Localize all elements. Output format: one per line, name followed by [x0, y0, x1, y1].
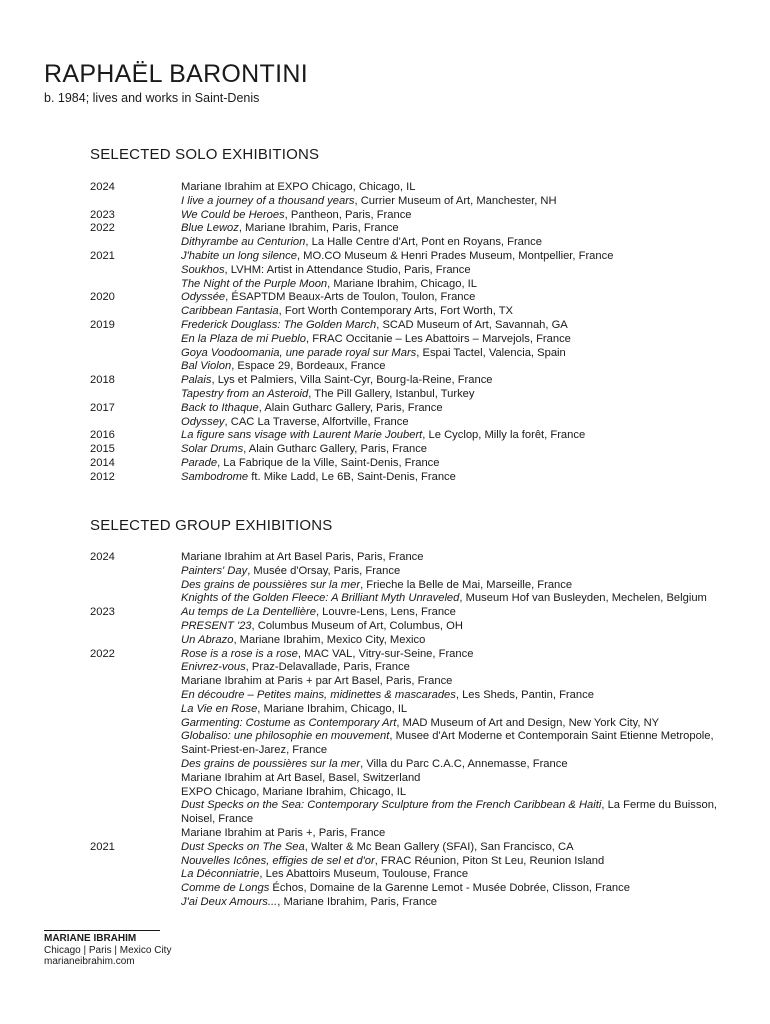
exhibition-entry [0, 648, 770, 662]
exhibition-entry [0, 551, 770, 565]
exhibition-details [181, 634, 726, 648]
exhibition-year: 2015 [90, 443, 115, 456]
exhibition-venue: , MO.CO Museum & Henri Prades Museum, Montpellier, France [296, 249, 614, 262]
exhibition-entry [0, 855, 770, 869]
exhibition-venue: , SCAD Museum of Art, Savannah, GA [376, 318, 568, 331]
exhibition-details [181, 236, 726, 250]
exhibition-title: La Vie en Rose [181, 702, 258, 715]
exhibition-details [181, 195, 726, 209]
exhibition-year: 2017 [90, 401, 115, 414]
exhibition-year: 2021 [90, 249, 115, 262]
exhibition-details [181, 471, 726, 485]
exhibition-venue: , Espai Tactel, Valencia, Spain [416, 346, 566, 359]
exhibition-venue: , La Fabrique de la Ville, Saint-Denis, France [217, 456, 440, 469]
exhibition-details [181, 730, 726, 758]
exhibition-title: Odyssey [181, 415, 225, 428]
artist-name: RAPHAËL BARONTINI [44, 60, 308, 88]
exhibition-title: Des grains de poussières sur la mer [181, 757, 361, 770]
exhibition-venue: , FRAC Occitanie – Les Abattoirs – Marvejols, France [306, 332, 571, 345]
exhibition-details [181, 291, 726, 305]
exhibition-venue: , CAC La Traverse, Alfortville, France [224, 415, 409, 428]
exhibition-year: 2022 [90, 647, 115, 660]
exhibition-venue: , ÉSAPTDM Beaux-Arts de Toulon, Toulon, France [225, 291, 476, 304]
exhibition-title: Soukhos [181, 263, 225, 276]
exhibition-details [181, 565, 726, 579]
exhibition-entry [0, 388, 770, 402]
exhibition-title: En découdre – Petites mains, midinettes & mascarades [181, 688, 456, 701]
exhibition-venue: , Alain Gutharc Gallery, Paris, France [243, 443, 428, 456]
gallery-name: MARIANE IBRAHIM [44, 933, 137, 944]
exhibition-details [181, 648, 726, 662]
exhibition-venue: , Praz-Delavallade, Paris, France [245, 661, 410, 674]
exhibition-venue: Mariane Ibrahim at Art Basel, Basel, Switzerland [181, 771, 421, 784]
exhibition-details [181, 799, 726, 827]
artist-bio: b. 1984; lives and works in Saint-Denis [44, 91, 260, 105]
exhibition-title: PRESENT '23 [181, 619, 252, 632]
exhibition-details [181, 333, 726, 347]
exhibition-entry [0, 620, 770, 634]
exhibition-title: Enivrez-vous [181, 661, 246, 674]
exhibition-title: Nouvelles Icônes, effigies de sel et d'or [181, 854, 375, 867]
exhibition-entry [0, 291, 770, 305]
exhibition-details [181, 443, 726, 457]
exhibition-venue: , Pantheon, Paris, France [284, 208, 412, 221]
gallery-cities: Chicago | Paris | Mexico City [44, 945, 172, 956]
exhibition-year: 2012 [90, 470, 115, 483]
exhibition-details [181, 374, 726, 388]
group-exhibition-list [0, 551, 770, 910]
exhibition-entry [0, 799, 770, 827]
exhibition-title: Comme de Longs [181, 882, 270, 895]
exhibition-title: Parade [181, 456, 218, 469]
exhibition-details [181, 703, 726, 717]
exhibition-venue: , Musee d'Art Moderne et Contemporain Saint Etienne Metropole, Saint-Priest-en-Jarez, France [181, 730, 714, 757]
exhibition-title: Back to Ithaque [181, 401, 259, 414]
exhibition-details [181, 868, 726, 882]
exhibition-title: En la Plaza de mi Pueblo [181, 332, 307, 345]
exhibition-venue: ft. Mike Ladd, Le 6B, Saint-Denis, France [248, 470, 456, 483]
exhibition-title: Rose is a rose is a rose [181, 647, 298, 660]
exhibition-venue: , Alain Gutharc Gallery, Paris, France [258, 401, 443, 414]
exhibition-title: We Could be Heroes [181, 208, 285, 221]
exhibition-year: 2022 [90, 222, 115, 235]
exhibition-venue: , LVHM: Artist in Attendance Studio, Paris, France [224, 263, 471, 276]
exhibition-venue: , Les Sheds, Pantin, France [455, 688, 594, 701]
exhibition-details [181, 579, 726, 593]
exhibition-details [181, 772, 726, 786]
exhibition-details [181, 319, 726, 333]
exhibition-venue: , Mariane Ibrahim, Chicago, IL [257, 702, 408, 715]
exhibition-venue: , Musée d'Orsay, Paris, France [247, 564, 401, 577]
gallery-website[interactable]: marianeibrahim.com [44, 956, 135, 967]
exhibition-venue: , Les Abattoirs Museum, Toulouse, France [259, 868, 469, 881]
exhibition-entry [0, 882, 770, 896]
exhibition-details [181, 264, 726, 278]
exhibition-venue: , The Pill Gallery, Istanbul, Turkey [308, 387, 475, 400]
exhibition-entry [0, 675, 770, 689]
exhibition-details [181, 661, 726, 675]
exhibition-details [181, 551, 726, 565]
exhibition-title: Globaliso: une philosophie en mouvement [181, 730, 390, 743]
exhibition-venue: , Le Cyclop, Milly la forêt, France [422, 429, 586, 442]
exhibition-title: Au temps de La Dentellière [181, 606, 316, 619]
exhibition-details [181, 278, 726, 292]
exhibition-details [181, 606, 726, 620]
exhibition-title: The Night of the Purple Moon [181, 277, 328, 290]
exhibition-title: Dust Specks on the Sea: Contemporary Sculpture from the French Caribbean & Haiti [181, 799, 602, 812]
exhibition-details [181, 360, 726, 374]
exhibition-year: 2016 [90, 429, 115, 442]
exhibition-entry [0, 758, 770, 772]
group-section-title: SELECTED GROUP EXHIBITIONS [90, 517, 333, 534]
exhibition-details [181, 592, 726, 606]
exhibition-venue: , Espace 29, Bordeaux, France [231, 360, 386, 373]
exhibition-year: 2014 [90, 456, 115, 469]
exhibition-venue: , Louvre-Lens, Lens, France [315, 606, 456, 619]
exhibition-entry [0, 264, 770, 278]
exhibition-title: Goya Voodoomania, une parade royal sur Mars [181, 346, 417, 359]
exhibition-entry [0, 592, 770, 606]
exhibition-details [181, 457, 726, 471]
exhibition-details [181, 758, 726, 772]
exhibition-details [181, 181, 726, 195]
exhibition-details [181, 786, 726, 800]
exhibition-venue: , Villa du Parc C.A.C, Annemasse, France [360, 757, 568, 770]
exhibition-title: Dithyrambe au Centurion [181, 236, 306, 249]
exhibition-venue: Échos, Domaine de la Garenne Lemot - Musée Dobrée, Clisson, France [269, 882, 630, 895]
exhibition-venue: Mariane Ibrahim at Paris + par Art Basel, Paris, France [181, 675, 453, 688]
exhibition-venue: , Mariane Ibrahim, Chicago, IL [327, 277, 478, 290]
exhibition-entry [0, 250, 770, 264]
exhibition-year: 2021 [90, 840, 115, 853]
exhibition-entry [0, 333, 770, 347]
exhibition-title: I live a journey of a thousand years [181, 194, 355, 207]
exhibition-details [181, 209, 726, 223]
exhibition-venue: , Fort Worth Contemporary Arts, Fort Worth, TX [278, 305, 514, 318]
exhibition-year: 2019 [90, 318, 115, 331]
exhibition-entry [0, 661, 770, 675]
exhibition-entry [0, 181, 770, 195]
exhibition-venue: EXPO Chicago, Mariane Ibrahim, Chicago, IL [181, 785, 407, 798]
exhibition-venue: , Walter & Mc Bean Gallery (SFAI), San Francisco, CA [304, 840, 574, 853]
exhibition-details [181, 827, 726, 841]
exhibition-entry [0, 457, 770, 471]
exhibition-title: Blue Lewoz [181, 222, 239, 235]
solo-section-title: SELECTED SOLO EXHIBITIONS [90, 146, 320, 163]
exhibition-year: 2024 [90, 551, 115, 563]
exhibition-entry [0, 786, 770, 800]
exhibition-venue: , La Ferme du Buisson, Noisel, France [181, 799, 718, 826]
exhibition-entry [0, 402, 770, 416]
exhibition-year: 2023 [90, 208, 115, 221]
exhibition-entry [0, 360, 770, 374]
exhibition-entry [0, 195, 770, 209]
exhibition-entry [0, 305, 770, 319]
exhibition-year: 2018 [90, 374, 115, 387]
exhibition-title: Frederick Douglass: The Golden March [181, 318, 377, 331]
exhibition-venue: Mariane Ibrahim at Art Basel Paris, Paris, France [181, 551, 424, 563]
exhibition-entry [0, 703, 770, 717]
exhibition-title: Des grains de poussières sur la mer [181, 578, 361, 591]
exhibition-venue: , FRAC Réunion, Piton St Leu, Reunion Island [374, 854, 605, 867]
exhibition-title: La figure sans visage with Laurent Marie Joubert [181, 429, 423, 442]
exhibition-entry [0, 374, 770, 388]
exhibition-entry [0, 319, 770, 333]
exhibition-entry [0, 471, 770, 485]
exhibition-title: Bal Violon [181, 360, 232, 373]
exhibition-venue: , Currier Museum of Art, Manchester, NH [354, 194, 557, 207]
exhibition-entry [0, 209, 770, 223]
exhibition-title: La Déconniatrie [181, 868, 260, 881]
exhibition-entry [0, 429, 770, 443]
exhibition-title: Knights of the Golden Fleece: A Brilliant Myth Unraveled [181, 592, 460, 605]
exhibition-title: Painters' Day [181, 564, 248, 577]
exhibition-details [181, 882, 726, 896]
exhibition-entry [0, 565, 770, 579]
exhibition-venue: , La Halle Centre d'Art, Pont en Royans, France [305, 236, 542, 249]
exhibition-details [181, 416, 726, 430]
exhibition-details [181, 402, 726, 416]
exhibition-title: Solar Drums [181, 443, 244, 456]
exhibition-year: 2023 [90, 606, 115, 619]
exhibition-details [181, 855, 726, 869]
exhibition-entry [0, 717, 770, 731]
exhibition-venue: , Columbus Museum of Art, Columbus, OH [251, 619, 463, 632]
exhibition-entry [0, 222, 770, 236]
exhibition-details [181, 222, 726, 236]
exhibition-title: Odyssée [181, 291, 226, 304]
exhibition-title: J'habite un long silence [181, 249, 297, 262]
exhibition-entry [0, 579, 770, 593]
exhibition-title: Garmenting: Costume as Contemporary Art [181, 716, 397, 729]
exhibition-entry [0, 841, 770, 855]
exhibition-details [181, 620, 726, 634]
exhibition-entry [0, 236, 770, 250]
exhibition-entry [0, 772, 770, 786]
exhibition-title: J'ai Deux Amours... [181, 895, 278, 908]
exhibition-entry [0, 730, 770, 758]
exhibition-title: Tapestry from an Asteroid [181, 387, 309, 400]
exhibition-venue: , Frieche la Belle de Mai, Marseille, France [360, 578, 573, 591]
exhibition-entry [0, 896, 770, 910]
exhibition-entry [0, 606, 770, 620]
exhibition-venue: , Lys et Palmiers, Villa Saint-Cyr, Bourg-la-Reine, France [211, 374, 493, 387]
exhibition-venue: , Museum Hof van Busleyden, Mechelen, Belgium [459, 592, 707, 605]
exhibition-details [181, 429, 726, 443]
exhibition-title: Dust Specks on The Sea [181, 840, 305, 853]
exhibition-details [181, 388, 726, 402]
exhibition-venue: , Mariane Ibrahim, Paris, France [238, 222, 399, 235]
exhibition-entry [0, 443, 770, 457]
exhibition-details [181, 675, 726, 689]
footer-divider [44, 930, 160, 931]
solo-exhibition-list [0, 181, 770, 485]
exhibition-entry [0, 278, 770, 292]
exhibition-details [181, 717, 726, 731]
exhibition-entry [0, 347, 770, 361]
exhibition-venue: , Mariane Ibrahim, Paris, France [277, 895, 438, 908]
exhibition-entry [0, 868, 770, 882]
exhibition-title: Caribbean Fantasia [181, 305, 279, 318]
exhibition-entry [0, 689, 770, 703]
exhibition-details [181, 347, 726, 361]
exhibition-venue: Mariane Ibrahim at Paris +, Paris, France [181, 826, 386, 839]
exhibition-venue: , MAD Museum of Art and Design, New York City, NY [396, 716, 660, 729]
exhibition-details [181, 689, 726, 703]
exhibition-details [181, 841, 726, 855]
exhibition-details [181, 250, 726, 264]
exhibition-venue: , MAC VAL, Vitry-sur-Seine, France [297, 647, 474, 660]
exhibition-venue: Mariane Ibrahim at EXPO Chicago, Chicago, IL [181, 181, 416, 193]
exhibition-venue: , Mariane Ibrahim, Mexico City, Mexico [233, 633, 426, 646]
exhibition-details [181, 896, 726, 910]
exhibition-title: Sambodrome [181, 470, 249, 483]
exhibition-year: 2024 [90, 181, 115, 193]
exhibition-entry [0, 827, 770, 841]
exhibition-title: Palais [181, 374, 212, 387]
exhibition-year: 2020 [90, 291, 115, 304]
exhibition-entry [0, 634, 770, 648]
exhibition-details [181, 305, 726, 319]
exhibition-title: Un Abrazo [181, 633, 234, 646]
exhibition-entry [0, 416, 770, 430]
